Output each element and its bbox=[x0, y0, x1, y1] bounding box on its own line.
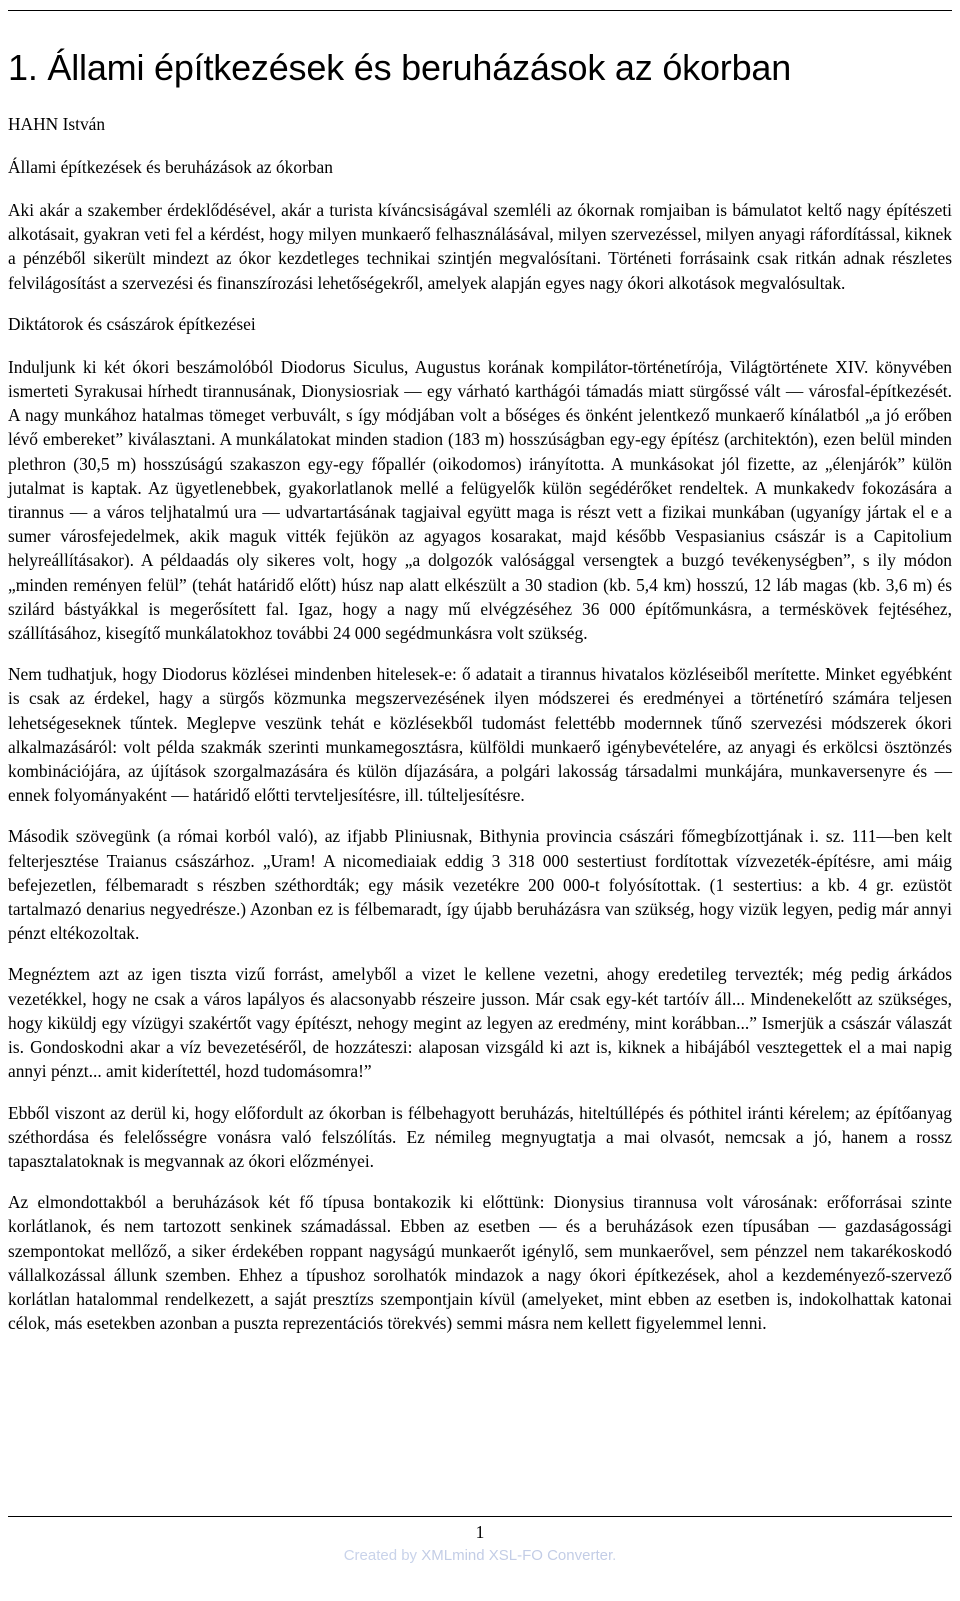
body-paragraph: Az elmondottakból a beruházások két fő típusa bontakozik ki előttünk: Dionysius tirannusa volt városának: erőforrásai szinte korlátlanok, és nem tartozott senkinek számadással. Ebben az esetben — és a beruházások ezen típusában — gazdaságossági szempontokat mellőző, a siker érdekében roppant nagyságú munkaerőt igénylő, sem munkaerővel, sem pénzzel nem takarékoskodó vállalkozással állunk szemben. Ehhez a típushoz sorolhatók mindazok a nagy ókori építkezések, ahol a kezdeményező-szervező korlátlan hatalommal rendelkezett, a saját presztízs szempontjain kívül (amelyeket, mint ebben az esetben is, indokolhattak katonai célok, más esetekben azonban a puszta reprezentációs törekvés) semmi másra nem kellett figyelemmel lenni. bbox=[8, 1192, 952, 1334]
body-paragraph: Ebből viszont az derül ki, hogy előfordult az ókorban is félbehagyott beruházás, hiteltúllépés és póthitel iránti kérelem; az építőanyag széthordása és felelősségre vonásra való felszólítás. Ez némileg megnyugtatja a mai olvasót, nemcsak a jó, hanem a rossz tapasztalatoknak is megvannak az ókori előzményei. bbox=[8, 1102, 952, 1171]
body-paragraph: Megnéztem azt az igen tiszta vizű forrást, amelyből a vizet le kellene vezetni, ahogy eredetileg tervezték; még pedig árkádos vezetékkel, hogy ne csak a város lapályos és alacsonyabb részeire jusson. Már csak egy-két tartóív áll... Mindenekelőtt az szükséges, hogy kiküldj egy vízügyi szakértőt vagy építészt, nehogy megint az legyen az eredmény, mint korábban...” Ismerjük a császár válaszát is. Gondoskodni akar a víz bevezetéséről, de hozzáteszi: alaposan vizsgáld ki azt is, kiknek a hibájából vesztegettek el a mai napig annyi pénzt... amit kiderítettél, hozd tudomásomra!” bbox=[8, 964, 952, 1082]
watermark-prefix: Created by bbox=[343, 1547, 422, 1564]
page-number: 1 bbox=[475, 1522, 485, 1542]
watermark-suffix: . bbox=[612, 1547, 617, 1564]
body-paragraph: Induljunk ki két ókori beszámolóból Diodorus Siculus, Augustus korának kompilátor-történetírója, Világtörténete XIV. könyvében ismerteti Syrakusai hírhedt tirannusának, Dionysiosriak — egy várható karthágói támadás miatt sürgőssé vált — városfal-építkezését. A nagy munkához hatalmas tömeget verbuvált, s így módjában volt a bőséges és önként jelentkező munkaerő kínálatból „a jó erőben lévő embereket” kiválasztani. A munkálatokat minden stadion (183 m) hosszúságban egy-egy építész (architektón), ezen belül minden plethron (30,5 m) hosszúságú szakaszon egy-egy főpallér (oikodomos) irányította. A munkásokat jól fizette, az „élenjárók” külön jutalmat is kaptak. Az ügyetlenebbek, gyakorlatlanok mellé a felügyelők külön segédérőket rendeltek. A munkakedv fokozására a tirannus — a város teljhatalmú ura — udvartartásának tagjaival együtt maga is részt vett a fizikai munkában (ugyanígy jártak el e a sumer városfejedelmek, akik maguk vitték fejükön az agyagos kosarakat, majd később Vespasianius császár is a Capitolium helyreállításakor). A példaadás oly sikeres volt, hogy „a dolgozók valósággal versengtek a buzgó tevékenységben”, s ily módon „minden reményen felül” (tehát határidő előtt) húsz nap alatt elkészült a 30 stadion (kb. 5,4 km) hosszú, 12 láb magas (kb. 3,6 m) és szilárd bástyákkal is megerősített fal. Igaz, hogy a nagy mű elvégzéséhez 36 000 építőmunkásra, a terméskövek fejtéséhez, szállításához, kisegítő munkálatokhoz további 24 000 segédmunkásra volt szükség. bbox=[8, 356, 952, 644]
document-page bbox=[8, 46, 952, 1352]
document-subtitle: Állami építkezések és beruházások az ókorban bbox=[8, 157, 333, 177]
document-title: 1. Állami építkezések és beruházások az ókorban bbox=[8, 47, 792, 88]
converter-link[interactable]: XMLmind XSL-FO Converter bbox=[421, 1547, 613, 1564]
intro-paragraph: Aki akár a szakember érdeklődésével, akár a turista kíváncsiságával szemléli az ókornak romjaiban is bámulatot keltő nagy építészeti alkotásait, gyakran veti fel a kérdést, hogy milyen munkaerő felhasználásával, milyen szervezéssel, milyen anyagi ráfordítással, kiknek a pénzéből sikerült mindezt az ókor kezdetleges technikai szintjén megvalósítani. Történeti forrásaink csak ritkán adnak részletes felvilágosítást a szervezési és finanszírozási lehetőségekről, amelyek alapján egyes nagy ókori alkotások megvalósultak. bbox=[8, 200, 952, 293]
author: HAHN István bbox=[8, 114, 106, 134]
converter-watermark bbox=[0, 1546, 960, 1566]
body-paragraph: Második szövegünk (a római korból való), az ifjabb Pliniusnak, Bithynia provincia császári főmegbízottjának i. sz. 111—ben kelt felterjesztése Traianus császárhoz. „Uram! A nicomediaiak eddig 3 318 000 sestertiust fordítottak vízvezeték-építésre, ami máig befejezetlen, félbemaradt s részben széthordták; egy másik vezetékre 200 000-t folyósítottak. (1 sestertius: a kb. 4 gr. ezüstöt tartalmazó denarius negyedrésze.) Azonban ez is félbemaradt, így újabb beruházásra van szükség, hogy vizük legyen, pedig már annyi pénzt eltékozoltak. bbox=[8, 826, 952, 944]
section-heading: Diktátorok és császárok építkezései bbox=[8, 313, 256, 334]
footer-rule bbox=[8, 1516, 952, 1517]
body-paragraph: Nem tudhatjuk, hogy Diodorus közlései mindenben hitelesek-e: ő adatait a tirannus hivatalos közléseiből merítette. Minket egyébként is csak az érdekel, hagy a sürgős közmunka megszervezésének ilyen módszerei és eredményei a történetíró számára teljesen lehetségeseknek tűntek. Meglepve veszünk tehát e közlésekből tudomást felettébb modernnek tűnő szervezési módszerek ókori alkalmazásáról: volt példa szakmák szerinti munkamegosztásra, külföldi munkaerő igénybevételére, az anyagi és erkölcsi ösztönzés kombinációjára, az újítások szorgalmazására és külön díjazására, a polgári lakosság társadalmi munkájára, munkaversenyre és — ennek folyományaként — határidő előtti tervteljesítésre, ill. túlteljesítésre. bbox=[8, 664, 952, 806]
header-rule bbox=[8, 10, 952, 11]
